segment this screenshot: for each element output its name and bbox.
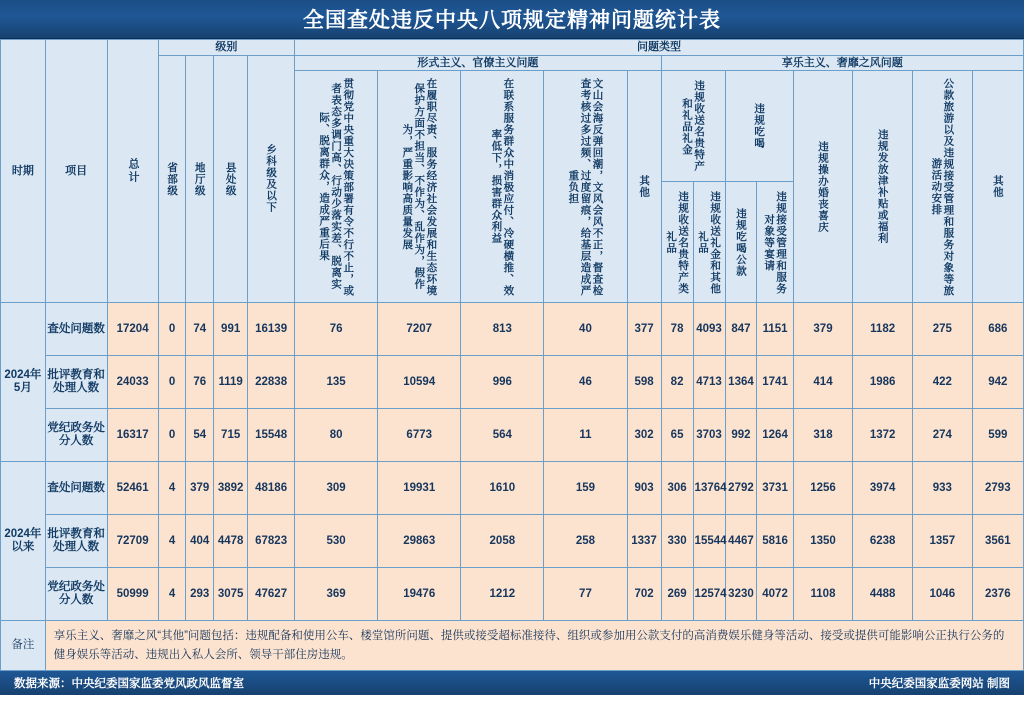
- table-row: [1, 409, 1024, 462]
- header-hedonism-other: 其他: [972, 71, 1023, 303]
- cell-formalism-0: 135: [295, 356, 378, 409]
- cell-total: 72709: [107, 515, 158, 568]
- cell-eat-0: 1364: [725, 356, 757, 409]
- cell-other: 599: [972, 409, 1023, 462]
- header-row-1: [1, 40, 1024, 56]
- cell-level-2: 4478: [214, 515, 248, 568]
- note-text: 享乐主义、奢靡之风“其他”问题包括：违规配备和使用公车、楼堂馆所问题、提供或接受超标准接待、组织或参加用公款支付的高消费娱乐健身等活动、接受或提供可能影响公正执行公务的健身娱乐等活动、违规出入私人会所、领导干部住房违规。: [45, 621, 1023, 671]
- cell-formalism-2: 1212: [461, 568, 544, 621]
- cell-gift-1: 15544: [693, 515, 725, 568]
- cell-level-1: 54: [186, 409, 214, 462]
- cell-gift-1: 3703: [693, 409, 725, 462]
- cell-gift-1: 4713: [693, 356, 725, 409]
- cell-eat-1: 3731: [757, 462, 793, 515]
- cell-formalism-3: 77: [544, 568, 627, 621]
- cell-formalism-3: 258: [544, 515, 627, 568]
- cell-formalism-1: 29863: [378, 515, 461, 568]
- header-level-diting: 地厅级: [186, 55, 214, 303]
- cell-allowance: 1986: [853, 356, 913, 409]
- cell-level-0: 4: [158, 515, 186, 568]
- cell-other: 2793: [972, 462, 1023, 515]
- cell-formalism-1: 19931: [378, 462, 461, 515]
- cell-allowance: 1372: [853, 409, 913, 462]
- header-formalism-other: 其他: [627, 71, 661, 303]
- cell-eat-0: 2792: [725, 462, 757, 515]
- cell-eat-1: 5816: [757, 515, 793, 568]
- cell-formalism-1: 7207: [378, 303, 461, 356]
- cell-level-0: 4: [158, 462, 186, 515]
- cell-eat-0: 3230: [725, 568, 757, 621]
- cell-eat-1: 1741: [757, 356, 793, 409]
- cell-formalism-1: 6773: [378, 409, 461, 462]
- cell-travel: 933: [912, 462, 972, 515]
- row-label: 党纪政务处分人数: [45, 409, 107, 462]
- row-label: 党纪政务处分人数: [45, 568, 107, 621]
- cell-level-2: 1119: [214, 356, 248, 409]
- cell-total: 24033: [107, 356, 158, 409]
- cell-other: 942: [972, 356, 1023, 409]
- header-problem-type-group: [295, 40, 1024, 56]
- header-level-xianchu: 县处级: [214, 55, 248, 303]
- table-row: [1, 303, 1024, 356]
- cell-level-1: 76: [186, 356, 214, 409]
- cell-other: 686: [972, 303, 1023, 356]
- cell-level-2: 3075: [214, 568, 248, 621]
- cell-formalism-3: 40: [544, 303, 627, 356]
- cell-formalism-3: 46: [544, 356, 627, 409]
- note-label: 备注: [1, 621, 46, 671]
- header-formalism-col-2: 在履职尽责、服务经济社会发展和生态环境保护方面不担当、不作为、乱作为，假作为，严重影响高质量发展: [378, 71, 461, 303]
- row-label: 批评教育和处理人数: [45, 356, 107, 409]
- header-eat-sub-2: 违规接受管理和服务对象等宴请: [757, 182, 793, 303]
- cell-total: 50999: [107, 568, 158, 621]
- period-2024-since: 2024年以来: [1, 462, 46, 621]
- header-gift-group: 违规收送名贵特产和礼品礼金: [661, 71, 725, 182]
- header-formalism-col-3: 在联系服务群众中消极应付、冷硬横推、效率低下，损害群众利益: [461, 71, 544, 303]
- cell-formalism-2: 813: [461, 303, 544, 356]
- note-row: [1, 621, 1024, 671]
- header-level-group: [158, 40, 294, 56]
- cell-gift-1: 13764: [693, 462, 725, 515]
- period-2024-05: 2024年5月: [1, 303, 46, 462]
- cell-wedding: 1350: [793, 515, 853, 568]
- header-time-period: [1, 40, 46, 303]
- cell-travel: 1357: [912, 515, 972, 568]
- cell-formalism-other: 377: [627, 303, 661, 356]
- cell-level-0: 0: [158, 409, 186, 462]
- cell-allowance: 6238: [853, 515, 913, 568]
- header-level-sheng: 省部级: [158, 55, 186, 303]
- cell-total: 52461: [107, 462, 158, 515]
- cell-gift-0: 269: [661, 568, 693, 621]
- cell-allowance: 1182: [853, 303, 913, 356]
- cell-formalism-other: 302: [627, 409, 661, 462]
- header-hedonism-group: 享乐主义、奢靡之风问题: [661, 55, 1023, 71]
- cell-eat-0: 847: [725, 303, 757, 356]
- cell-formalism-1: 10594: [378, 356, 461, 409]
- statistics-table: [0, 39, 1024, 671]
- cell-formalism-2: 996: [461, 356, 544, 409]
- header-eat-sub-1: 违规吃喝公款: [725, 182, 757, 303]
- cell-gift-1: 4093: [693, 303, 725, 356]
- cell-gift-0: 306: [661, 462, 693, 515]
- cell-wedding: 379: [793, 303, 853, 356]
- header-gift-sub-1: 违规收送名贵特产类礼品: [661, 182, 693, 303]
- header-formalism-col-1: 贯彻党中央重大决策部署有令不行不止，或者表态多调门高、行动少落实差、脱离实际、脱离群众，造成严重后果: [295, 71, 378, 303]
- cell-formalism-2: 2058: [461, 515, 544, 568]
- header-item-label: 项目: [65, 164, 88, 177]
- table-row: [1, 568, 1024, 621]
- row-label: 查处问题数: [45, 462, 107, 515]
- cell-wedding: 414: [793, 356, 853, 409]
- table-row: [1, 462, 1024, 515]
- header-wedding-col: 违规操办婚丧喜庆: [793, 71, 853, 303]
- cell-total: 16317: [107, 409, 158, 462]
- row-label: 批评教育和处理人数: [45, 515, 107, 568]
- cell-formalism-other: 702: [627, 568, 661, 621]
- header-allowance-col: 违规发放津补贴或福利: [853, 71, 913, 303]
- cell-formalism-other: 903: [627, 462, 661, 515]
- cell-eat-1: 1151: [757, 303, 793, 356]
- cell-gift-0: 65: [661, 409, 693, 462]
- cell-level-3: 15548: [248, 409, 295, 462]
- row-label: 查处问题数: [45, 303, 107, 356]
- cell-eat-0: 992: [725, 409, 757, 462]
- header-time-period-label: 时期: [11, 164, 34, 177]
- cell-other: 2376: [972, 568, 1023, 621]
- cell-formalism-0: 369: [295, 568, 378, 621]
- cell-level-1: 404: [186, 515, 214, 568]
- cell-formalism-0: 530: [295, 515, 378, 568]
- cell-level-1: 293: [186, 568, 214, 621]
- cell-other: 3561: [972, 515, 1023, 568]
- page-title: 全国查处违反中央八项规定精神问题统计表: [0, 0, 1024, 39]
- header-item: [45, 40, 107, 303]
- header-travel-col: 公款旅游以及违规接受管理和服务对象等旅游活动安排: [912, 71, 972, 303]
- cell-level-2: 715: [214, 409, 248, 462]
- cell-level-0: 0: [158, 303, 186, 356]
- cell-formalism-0: 80: [295, 409, 378, 462]
- cell-gift-0: 82: [661, 356, 693, 409]
- footer-bar: [0, 671, 1024, 695]
- cell-gift-0: 330: [661, 515, 693, 568]
- cell-wedding: 1108: [793, 568, 853, 621]
- header-problem-type-label: 问题类型: [637, 41, 682, 53]
- cell-allowance: 3974: [853, 462, 913, 515]
- cell-formalism-other: 1337: [627, 515, 661, 568]
- header-total-label: 总计: [126, 158, 139, 185]
- cell-level-1: 379: [186, 462, 214, 515]
- cell-wedding: 318: [793, 409, 853, 462]
- cell-allowance: 4488: [853, 568, 913, 621]
- cell-travel: 422: [912, 356, 972, 409]
- cell-formalism-0: 309: [295, 462, 378, 515]
- cell-level-3: 48186: [248, 462, 295, 515]
- cell-eat-0: 4467: [725, 515, 757, 568]
- cell-formalism-3: 11: [544, 409, 627, 462]
- cell-eat-1: 4072: [757, 568, 793, 621]
- cell-total: 17204: [107, 303, 158, 356]
- cell-formalism-0: 76: [295, 303, 378, 356]
- cell-level-3: 22838: [248, 356, 295, 409]
- cell-level-3: 47627: [248, 568, 295, 621]
- cell-level-0: 0: [158, 356, 186, 409]
- cell-travel: 1046: [912, 568, 972, 621]
- header-eat-group: 违规吃喝: [725, 71, 793, 182]
- cell-formalism-other: 598: [627, 356, 661, 409]
- cell-level-2: 991: [214, 303, 248, 356]
- cell-level-0: 4: [158, 568, 186, 621]
- cell-formalism-2: 564: [461, 409, 544, 462]
- footer-credit: 中央纪委国家监委网站 制图: [868, 678, 1010, 691]
- cell-gift-1: 12574: [693, 568, 725, 621]
- header-total: [107, 40, 158, 303]
- header-gift-sub-2: 违规收送礼金和其他礼品: [693, 182, 725, 303]
- footer-source: 数据来源：中央纪委国家监委党风政风监督室: [14, 678, 244, 691]
- cell-formalism-2: 1610: [461, 462, 544, 515]
- header-formalism-col-4: 文山会海反弹回潮，文风会风不正，督查检查考核过多过频、过度留痕，给基层造成严重负担: [544, 71, 627, 303]
- cell-level-3: 16139: [248, 303, 295, 356]
- table-row: [1, 515, 1024, 568]
- header-level-xiangke: 乡科级及以下: [248, 55, 295, 303]
- cell-travel: 275: [912, 303, 972, 356]
- cell-wedding: 1256: [793, 462, 853, 515]
- cell-formalism-3: 159: [544, 462, 627, 515]
- cell-eat-1: 1264: [757, 409, 793, 462]
- cell-formalism-1: 19476: [378, 568, 461, 621]
- cell-level-2: 3892: [214, 462, 248, 515]
- cell-level-1: 74: [186, 303, 214, 356]
- header-formalism-group: 形式主义、官僚主义问题: [295, 55, 662, 71]
- cell-level-3: 67823: [248, 515, 295, 568]
- header-level-group-label: 级别: [215, 41, 238, 53]
- table-row: [1, 356, 1024, 409]
- cell-travel: 274: [912, 409, 972, 462]
- cell-gift-0: 78: [661, 303, 693, 356]
